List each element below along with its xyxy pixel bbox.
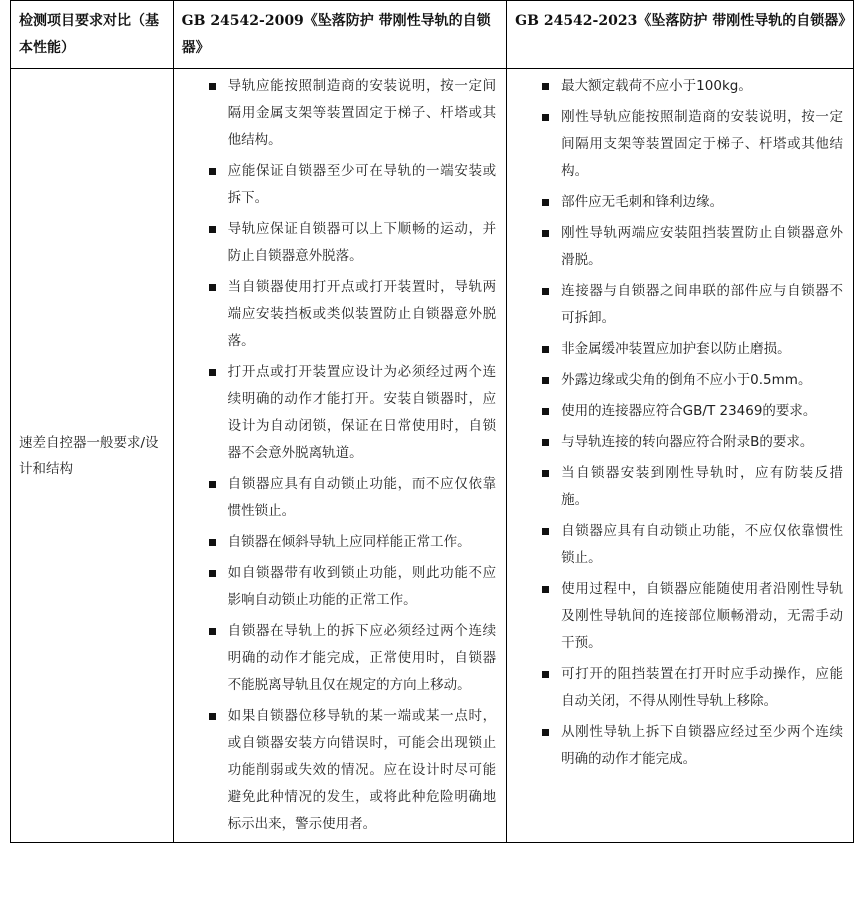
requirement-text: 连接器与自锁器之间串联的部件应与自锁器不可拆卸。 (561, 283, 843, 326)
header-gb-2009: GB 24542-2009《坠落防护 带刚性导轨的自锁器》 (173, 1, 507, 69)
requirement-text: 如果自锁器位移导轨的某一端或某一点时，或自锁器安装方向错误时，可能会出现锁止功能削弱或失效的情况。应在设计时尽可能避免此种情况的发生，或将此种危险明确地标示出来，警示使用者。 (227, 708, 497, 832)
header-row (11, 1, 854, 69)
requirement-text: 非金属缓冲装置应加护套以防止磨损。 (561, 341, 791, 357)
comparison-table (10, 0, 854, 843)
square-bullet-icon (542, 199, 549, 206)
square-bullet-icon (209, 226, 216, 233)
square-bullet-icon (542, 408, 549, 415)
square-bullet-icon (542, 83, 549, 90)
requirement-text: 导轨应能按照制造商的安装说明，按一定间隔用金属支架等装置固定于梯子、杆塔或其他结构。 (227, 78, 497, 148)
square-bullet-icon (542, 729, 549, 736)
square-bullet-icon (209, 481, 216, 488)
old-standard-cell (173, 69, 507, 843)
square-bullet-icon (542, 288, 549, 295)
requirement-item (507, 189, 843, 216)
requirement-text: 自锁器应具有自动锁止功能，而不应仅依靠惯性锁止。 (227, 476, 497, 519)
new-requirements-list (507, 69, 853, 773)
requirement-item (507, 73, 843, 100)
header-gb-2023: GB 24542-2023《坠落防护 带刚性导轨的自锁器》 (507, 1, 854, 69)
requirement-text: 与导轨连接的转向器应符合附录B的要求。 (561, 434, 814, 450)
requirement-text: 打开点或打开装置应设计为必须经过两个连续明确的动作才能打开。安装自锁器时，应设计为自动闭锁，保证在日常使用时，自锁器不会意外脱离轨道。 (227, 364, 497, 461)
square-bullet-icon (209, 83, 216, 90)
square-bullet-icon (542, 470, 549, 477)
square-bullet-icon (209, 713, 216, 720)
requirement-text: 应能保证自锁器至少可在导轨的一端安装或拆下。 (227, 163, 497, 206)
requirement-item (507, 460, 843, 514)
requirement-item (174, 73, 497, 154)
requirement-text: 从刚性导轨上拆下自锁器应经过至少两个连续明确的动作才能完成。 (561, 724, 843, 767)
square-bullet-icon (542, 586, 549, 593)
requirement-text: 可打开的阻挡装置在打开时应手动操作，应能自动关闭，不得从刚性导轨上移除。 (561, 666, 843, 709)
requirement-text: 自锁器在导轨上的拆下应必须经过两个连续明确的动作才能完成，正常使用时，自锁器不能脱离导轨且仅在规定的方向上移动。 (227, 623, 497, 693)
requirement-item (507, 398, 843, 425)
requirement-text: 当自锁器使用打开点或打开装置时，导轨两端应安装挡板或类似装置防止自锁器意外脱落。 (227, 279, 497, 349)
requirement-item (507, 220, 843, 274)
square-bullet-icon (209, 628, 216, 635)
requirement-text: 外露边缘或尖角的倒角不应小于0.5mm。 (561, 372, 812, 388)
square-bullet-icon (542, 671, 549, 678)
square-bullet-icon (542, 230, 549, 237)
requirement-item (507, 367, 843, 394)
requirement-text: 刚性导轨应能按照制造商的安装说明，按一定间隔用支架等装置固定于梯子、杆塔或其他结构。 (561, 109, 843, 179)
requirement-item (174, 359, 497, 467)
requirement-item (174, 618, 497, 699)
requirement-item (507, 278, 843, 332)
requirement-text: 刚性导轨两端应安装阻挡装置防止自锁器意外滑脱。 (561, 225, 843, 268)
requirement-item (507, 429, 843, 456)
requirement-text: 如自锁器带有收到锁止功能，则此功能不应影响自动锁止功能的正常工作。 (227, 565, 497, 608)
requirement-item (174, 158, 497, 212)
old-requirements-list (174, 69, 507, 838)
content-row (11, 69, 854, 843)
requirement-text: 使用过程中，自锁器应能随使用者沿刚性导轨及刚性导轨间的连接部位顺畅滑动，无需手动干预。 (561, 581, 843, 651)
header-item-comparison: 检测项目要求对比（基本性能） (11, 1, 174, 69)
requirement-text: 使用的连接器应符合GB/T 23469的要求。 (561, 403, 817, 419)
requirement-item (174, 274, 497, 355)
square-bullet-icon (542, 346, 549, 353)
square-bullet-icon (209, 168, 216, 175)
requirement-item (174, 529, 497, 556)
requirement-item (174, 560, 497, 614)
requirement-text: 导轨应保证自锁器可以上下顺畅的运动，并防止自锁器意外脱落。 (227, 221, 497, 264)
comparison-table-wrapper (10, 0, 854, 908)
category-cell: 速差自控器一般要求/设计和结构 (11, 69, 174, 843)
requirement-item (174, 216, 497, 270)
requirement-item (507, 576, 843, 657)
requirement-item (174, 471, 497, 525)
requirement-item (174, 703, 497, 838)
new-standard-cell (507, 69, 854, 843)
square-bullet-icon (542, 439, 549, 446)
square-bullet-icon (209, 284, 216, 291)
requirement-text: 部件应无毛刺和锋利边缘。 (561, 194, 724, 210)
requirement-text: 自锁器应具有自动锁止功能，不应仅依靠惯性锁止。 (561, 523, 843, 566)
requirement-item (507, 719, 843, 773)
requirement-text: 自锁器在倾斜导轨上应同样能正常工作。 (227, 534, 471, 550)
requirement-item (507, 104, 843, 185)
requirement-item (507, 336, 843, 363)
requirement-text: 当自锁器安装到刚性导轨时，应有防装反措施。 (561, 465, 843, 508)
square-bullet-icon (209, 369, 216, 376)
requirement-item (507, 518, 843, 572)
square-bullet-icon (209, 570, 216, 577)
square-bullet-icon (209, 539, 216, 546)
requirement-item (507, 661, 843, 715)
square-bullet-icon (542, 528, 549, 535)
square-bullet-icon (542, 114, 549, 121)
square-bullet-icon (542, 377, 549, 384)
requirement-text: 最大额定载荷不应小于100kg。 (561, 78, 752, 94)
